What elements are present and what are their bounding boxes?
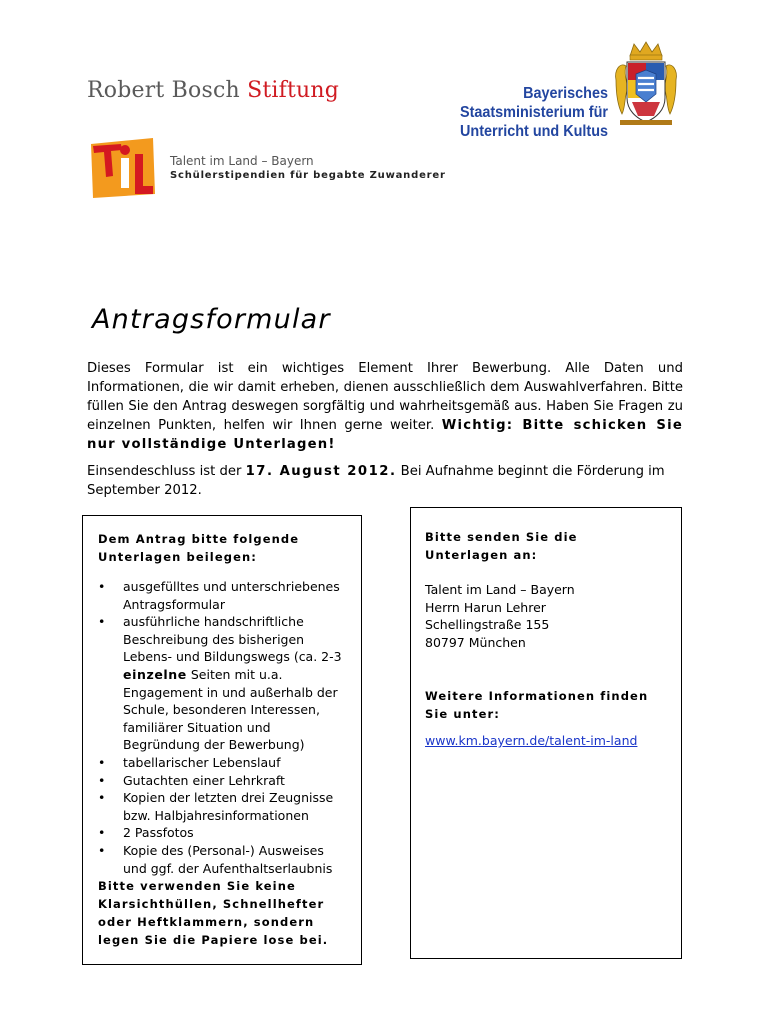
list-item: • 2 Passfotos (98, 824, 350, 842)
documents-footer-note: Bitte verwenden Sie keine Klarsichthüllen, Schnellhefter oder Heftklammern, sondern legen Sie die Papiere lose bei. (98, 879, 329, 947)
documents-heading: Dem Antrag bitte folgende Unterlagen beilegen: (98, 532, 300, 564)
program-subtitle: Schülerstipendien für begabte Zuwanderer (170, 170, 446, 181)
deadline-suffix: Bei Aufnahme beginnt die Förderung im September 2012. (87, 464, 665, 498)
address-line: 80797 München (425, 634, 526, 650)
list-item: • Kopie des (Personal-) Ausweises und ggf. der Aufenthaltserlaubnis (98, 842, 350, 877)
list-item-rest: Seiten mit u.a. Engagement in und außerhalb der Schule, besonderen Interessen, familiärer Situation und Begründung der Bewerbung) (123, 666, 338, 753)
intro-text: Dieses Formular ist ein wichtiges Element Ihrer Bewerbung. Alle Daten und Informationen, die wir damit erheben, dienen ausschließlich dem Auswahlverfahren. Bitte füllen Sie den Antrag deswegen sorgfältig und wahrheitsgemäß aus. Haben Sie Fragen zu einzelnen Punkten, helfen wir Ihnen gerne weiter. (87, 361, 683, 433)
address-line: Schellingstraße 155 (425, 617, 550, 633)
program-name: Talent im Land – Bayern (170, 154, 314, 168)
documents-box (82, 515, 362, 965)
deadline-prefix: Einsendeschluss ist der (87, 464, 246, 479)
intro-paragraph (87, 359, 683, 454)
page-title: Antragsformular (92, 304, 331, 335)
bosch-name: Robert Bosch (87, 78, 248, 103)
contact-address (425, 581, 665, 651)
contact-heading: Bitte senden Sie die Unterlagen an: (425, 530, 578, 562)
list-item: • tabellarischer Lebenslauf (98, 754, 350, 772)
documents-list (98, 578, 350, 877)
list-item-text: ausführliche handschriftliche Beschreibung des bisherigen Lebens- und Bildungswegs (ca. 2-3 (123, 614, 342, 665)
info-heading: Weitere Informationen finden Sie unter: (425, 689, 649, 721)
contact-box (410, 507, 682, 959)
deadline-paragraph (87, 462, 683, 500)
talent-im-land-logo (87, 136, 157, 200)
list-item-bold: einzelne (123, 666, 187, 682)
bosch-stiftung: Stiftung (247, 78, 340, 103)
deadline-date: 17. August 2012. (245, 464, 397, 479)
robert-bosch-stiftung-logo (87, 78, 339, 103)
address-line: Herrn Harun Lehrer (425, 599, 546, 615)
address-line: Talent im Land – Bayern (425, 582, 575, 597)
info-link[interactable]: www.km.bayern.de/talent-im-land (425, 733, 638, 748)
list-item (98, 613, 350, 754)
list-item: • ausgefülltes und unterschriebenes Antragsformular (98, 578, 350, 613)
bavarian-coat-of-arms-icon (612, 40, 680, 128)
ministry-name (401, 84, 608, 141)
intro-emphasis: Wichtig: Bitte schicken Sie nur vollständige Unterlagen! (87, 418, 683, 452)
ministry-line-1: Bayerisches Staatsministerium für (459, 85, 608, 121)
list-item: • Gutachten einer Lehrkraft (98, 772, 350, 790)
ministry-line-2: Unterricht und Kultus (460, 123, 608, 140)
list-item: • Kopien der letzten drei Zeugnisse bzw. Halbjahresinformationen (98, 789, 350, 824)
